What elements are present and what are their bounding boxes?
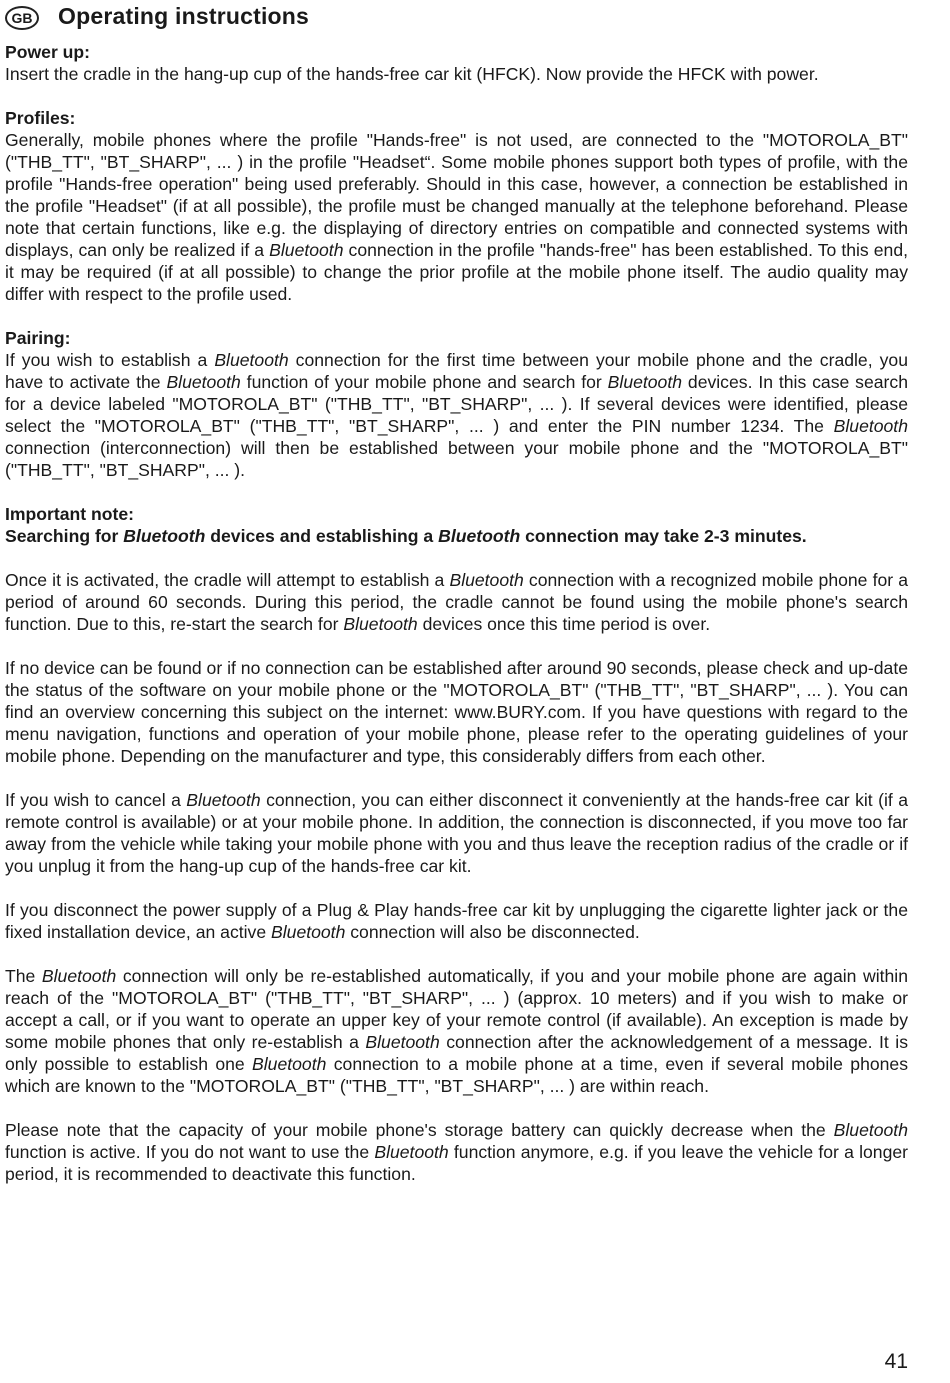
- text-run: function is active. If you do not want to use the: [5, 1142, 375, 1162]
- section-heading: Power up:: [5, 42, 91, 62]
- bluetooth-term: Bluetooth: [41, 966, 117, 986]
- paragraph: [5, 1119, 908, 1185]
- text-run: devices and establishing a: [205, 526, 439, 546]
- text-run: connection after the acknowledgement of a message. It is only possible to establish one: [5, 1032, 908, 1074]
- paragraph: [5, 349, 908, 481]
- text-run: connection may take 2-3 minutes.: [520, 526, 807, 546]
- paragraph: [5, 569, 908, 635]
- text-run: If you disconnect the power supply of a Plug & Play hands-free car kit by unplugging the cigarette lighter jack or the fixed installation device, an active: [5, 900, 908, 942]
- text-run: connection will also be disconnected.: [345, 922, 640, 942]
- text-run: If you wish to establish a: [5, 350, 215, 370]
- page-title: Operating instructions: [58, 3, 310, 29]
- bluetooth-term: Bluetooth: [186, 790, 261, 810]
- text-run: Please note that the capacity of your mobile phone's storage battery can quickly decrease when the: [5, 1120, 834, 1140]
- section-disconnect: [5, 899, 908, 943]
- text-run: connection for the first time between your mobile phone and the cradle, you have to activate the: [5, 350, 908, 392]
- section-important-note: [5, 503, 908, 547]
- instructions-body: [5, 41, 908, 1207]
- text-run: connection in the profile "hands-free" has been established. To this end, it may be required (if at all possible) to change the prior profile at the mobile phone itself. The audio quality may differ with respect to the profile used.: [5, 240, 908, 304]
- section-heading: Pairing:: [5, 328, 71, 348]
- text-run: function of your mobile phone and search for: [240, 372, 608, 392]
- page-number: 41: [884, 1350, 908, 1373]
- bluetooth-term: Bluetooth: [449, 570, 524, 590]
- language-badge: GB: [5, 6, 39, 30]
- text-run: If you wish to cancel a: [5, 790, 187, 810]
- text-run: connection with a recognized mobile phone for a period of around 60 seconds. During this period, the cradle cannot be found using the mobile phone's search function. Due to this, re-start the search for: [5, 570, 908, 634]
- section-profiles: [5, 107, 908, 305]
- text-run: connection will only be re-established automatically, if you and your mobile phone are again within reach of the "MOTOROLA_BT" ("THB_TT", "BT_SHARP", ... ) (approx. 10 meters) and if you wish to make or accept a call, or if you want to operate an upper key of your remote control (if available). An exception is made by some mobile phones that only re-establish a: [5, 966, 908, 1052]
- section-power-up: [5, 41, 908, 85]
- bluetooth-term: Bluetooth: [214, 350, 289, 370]
- section-no-device: [5, 657, 908, 767]
- text-run: function anymore, e.g. if you leave the vehicle for a longer period, it is recommended to deactivate this function.: [5, 1142, 909, 1184]
- text-run: devices. In this case search for a device labeled "MOTOROLA_BT" ("THB_TT", "BT_SHARP", ... ). If several devices were identified, please select the "MOTOROLA_BT" ("THB_TT", "BT_SHARP", ... ) and enter the PIN number 1234. The: [5, 372, 908, 436]
- section-heading: Profiles:: [5, 108, 76, 128]
- paragraph: [5, 899, 908, 943]
- paragraph: Insert the cradle in the hang-up cup of the hands-free car kit (HFCK). Now provide the HFCK with power.: [5, 64, 819, 84]
- paragraph: [5, 965, 908, 1097]
- page-header: [5, 3, 309, 30]
- section-heading: Important note:: [5, 504, 135, 524]
- bluetooth-term: Bluetooth: [343, 614, 418, 634]
- section-activation: [5, 569, 908, 635]
- bluetooth-term: Bluetooth: [607, 372, 683, 392]
- paragraph: [5, 789, 908, 877]
- text-run: connection (interconnection) will then be established between your mobile phone and the "MOTOROLA_BT" ("THB_TT", "BT_SHARP", ... ).: [5, 438, 908, 480]
- bluetooth-term: Bluetooth: [833, 416, 908, 436]
- section-pairing: [5, 327, 908, 481]
- bluetooth-term: Bluetooth: [123, 526, 206, 546]
- bluetooth-term: Bluetooth: [365, 1032, 440, 1052]
- section-battery: [5, 1119, 908, 1185]
- important-note-text: [5, 525, 908, 547]
- bluetooth-term: Bluetooth: [166, 372, 241, 392]
- text-run: connection, you can either disconnect it conveniently at the hands-free car kit (if a remote control is available) or at your mobile phone. In addition, the connection is disconnected, if you move too far away from the vehicle while taking your mobile phone with you and thus leave the reception radius of the cradle or if you unplug it from the hang-up cup of the hands-free car kit.: [5, 790, 908, 876]
- section-reestablish: [5, 965, 908, 1097]
- bluetooth-term: Bluetooth: [374, 1142, 449, 1162]
- text-run: The: [5, 966, 42, 986]
- section-cancel: [5, 789, 908, 877]
- bluetooth-term: Bluetooth: [252, 1054, 327, 1074]
- paragraph: If no device can be found or if no connection can be established after around 90 seconds, please check and up-date the status of the software on your mobile phone or the "MOTOROLA_BT" ("THB_TT", "BT_SHARP", ... ). You can find an overview concerning this subject on the internet: www.BURY.com. If you have questions with regard to the menu navigation, functions and operation of your mobile phone, please refer to the operating guidelines of your mobile phone. Depending on the manufacturer and type, this considerably differs from each other.: [5, 658, 908, 766]
- bluetooth-term: Bluetooth: [833, 1120, 908, 1140]
- bluetooth-term: Bluetooth: [271, 922, 346, 942]
- bluetooth-term: Bluetooth: [438, 526, 521, 546]
- text-run: Searching for: [5, 526, 124, 546]
- text-run: Once it is activated, the cradle will attempt to establish a: [5, 570, 450, 590]
- text-run: Generally, mobile phones where the profile "Hands-free" is not used, are connected to the "MOTOROLA_BT" ("THB_TT", "BT_SHARP", ... ) in the profile "Headset“. Some mobile phones support both types of profile, with the profile "Hands-free operation" being used preferably. Should in this case, however, a connection be established in the profile "Headset" (if at all possible), the profile must be changed manually at the telephone beforehand. Please note that certain functions, like e.g. the displaying of directory entries on compatible and connected systems with displays, can only be realized if a: [5, 130, 908, 260]
- bluetooth-term: Bluetooth: [269, 240, 344, 260]
- text-run: connection to a mobile phone at a time, even if several mobile phones which are known to the "MOTOROLA_BT" ("THB_TT", "BT_SHARP", ... ) are within reach.: [5, 1054, 908, 1096]
- text-run: devices once this time period is over.: [417, 614, 711, 634]
- paragraph: [5, 129, 908, 305]
